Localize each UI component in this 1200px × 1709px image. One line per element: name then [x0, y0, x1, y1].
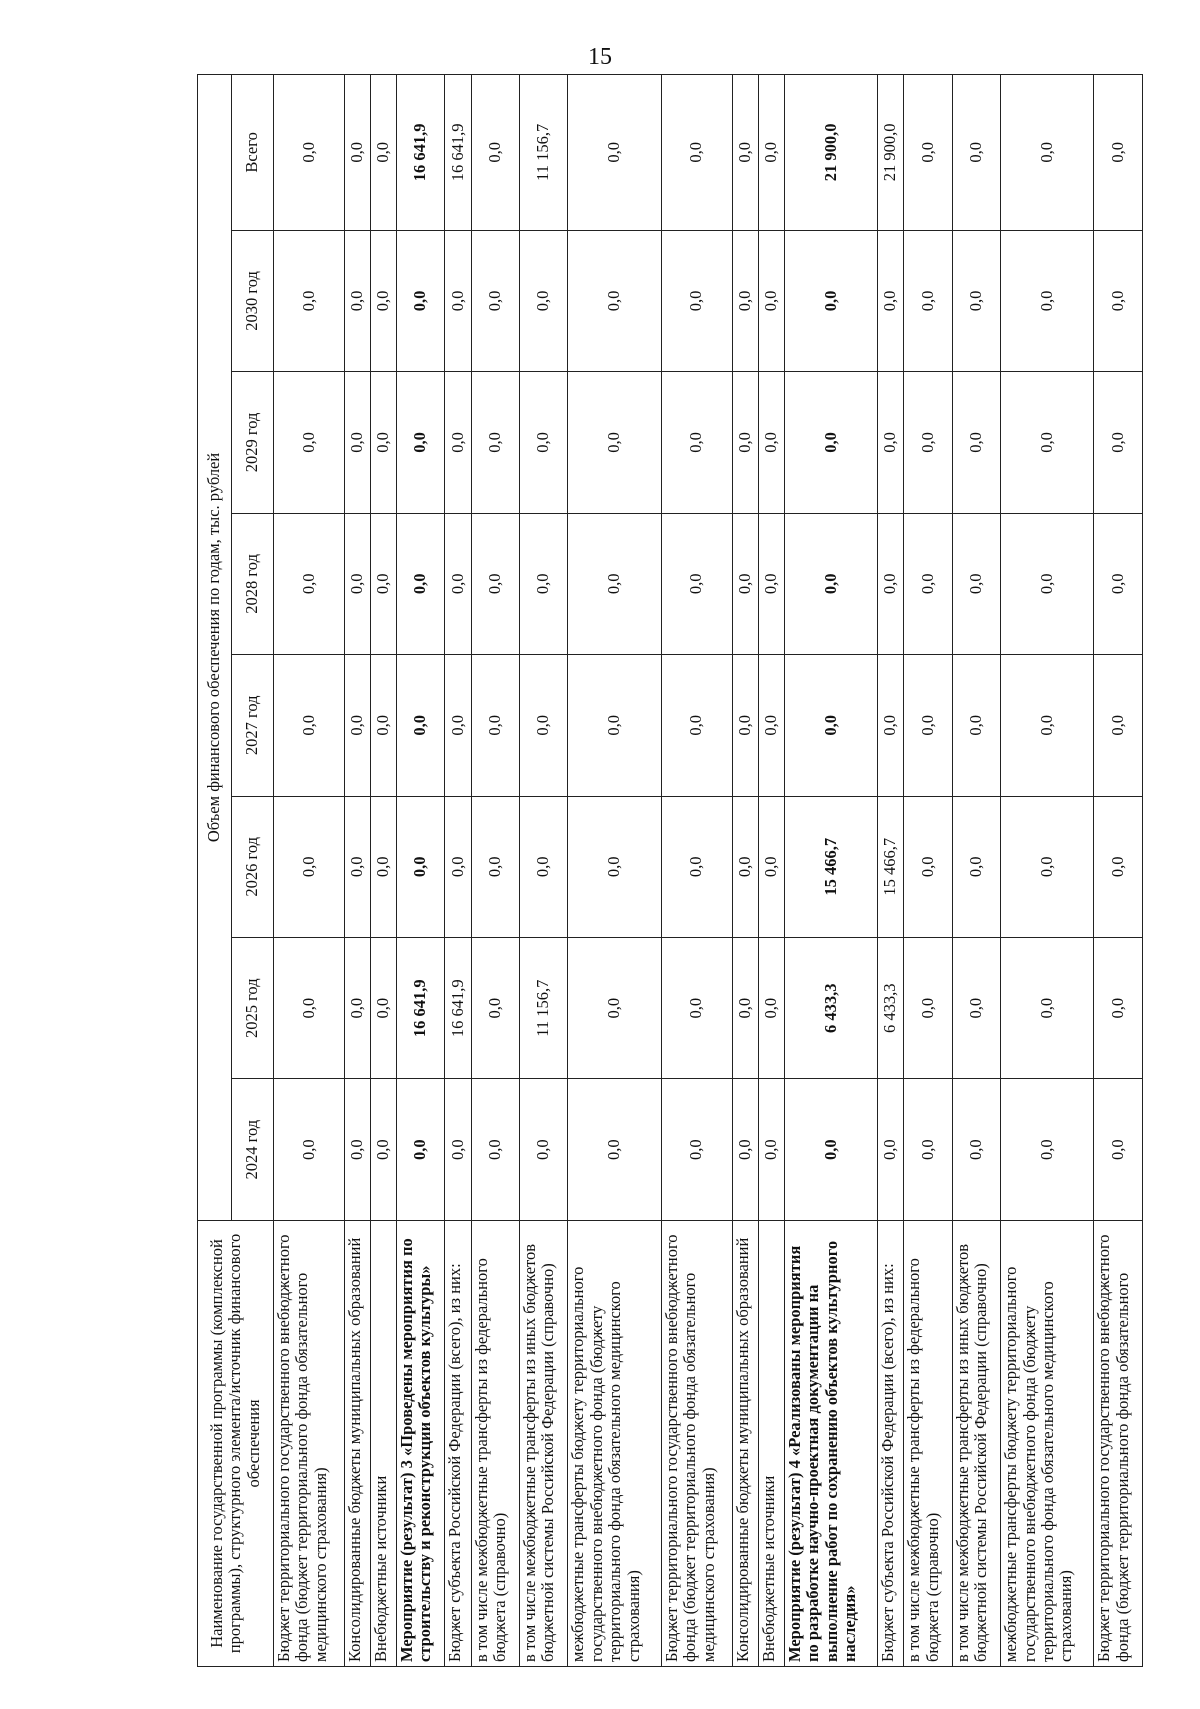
row-value-cell: 0,0	[758, 230, 784, 371]
row-value-cell: 0,0	[661, 1079, 732, 1220]
row-name-cell: Консолидированные бюджеты муниципальных образований	[732, 1220, 758, 1666]
table-row	[732, 75, 758, 1667]
row-value-cell: 0,0	[661, 513, 732, 654]
row-name-cell: в том числе межбюджетные трансферты из федерального бюджета (справочно)	[904, 1220, 952, 1666]
row-value-cell: 15 466,7	[784, 796, 877, 937]
row-total-cell: 0,0	[1094, 75, 1143, 231]
row-name-cell: Бюджет территориального государственного внебюджетного фонда (бюджет территориального фонда обязательного медицинского страхования)	[661, 1220, 732, 1666]
row-total-cell: 0,0	[471, 75, 519, 231]
row-value-cell: 0,0	[471, 372, 519, 513]
row-value-cell: 0,0	[784, 230, 877, 371]
row-value-cell: 0,0	[568, 937, 661, 1078]
row-value-cell: 6 433,3	[878, 937, 904, 1078]
row-value-cell: 0,0	[370, 655, 396, 796]
table-row	[568, 75, 661, 1667]
row-value-cell: 0,0	[732, 937, 758, 1078]
row-value-cell: 0,0	[519, 796, 567, 937]
row-name-cell: Мероприятие (результат) 3 «Проведены мероприятия по строительству и реконструкции объектов культуры»	[396, 1220, 444, 1666]
row-value-cell: 0,0	[471, 937, 519, 1078]
row-name-cell: Мероприятие (результат) 4 «Реализованы мероприятия по разработке научно-проектная документации на выполнение работ по сохранению объектов культурного наследия»	[784, 1220, 877, 1666]
table-row	[471, 75, 519, 1667]
table-body	[274, 75, 1143, 1667]
row-value-cell: 0,0	[370, 513, 396, 654]
row-value-cell: 0,0	[1001, 655, 1094, 796]
row-total-cell: 0,0	[344, 75, 370, 231]
row-value-cell: 0,0	[661, 655, 732, 796]
row-total-cell: 0,0	[568, 75, 661, 231]
row-value-cell: 0,0	[758, 372, 784, 513]
row-value-cell: 0,0	[370, 937, 396, 1078]
row-name-cell: межбюджетные трансферты бюджету территориального государственного внебюджетного фонда (бюджету территориального фонда обязательного медицинского страхования)	[568, 1220, 661, 1666]
row-value-cell: 0,0	[732, 230, 758, 371]
table-row	[952, 75, 1000, 1667]
row-value-cell: 0,0	[878, 230, 904, 371]
header-year: 2025 год	[232, 937, 274, 1078]
row-value-cell: 0,0	[661, 230, 732, 371]
row-value-cell: 0,0	[784, 372, 877, 513]
row-name-cell: Бюджет территориального государственного внебюджетного фонда (бюджет территориального фонда обязательного медицинского страхования)	[274, 1220, 345, 1666]
row-total-cell: 21 900,0	[878, 75, 904, 231]
row-value-cell: 0,0	[445, 513, 471, 654]
row-value-cell: 0,0	[274, 796, 345, 937]
row-value-cell: 0,0	[758, 1079, 784, 1220]
row-value-cell: 0,0	[1094, 796, 1143, 937]
row-total-cell: 0,0	[1001, 75, 1094, 231]
row-value-cell: 0,0	[661, 372, 732, 513]
row-value-cell: 0,0	[784, 655, 877, 796]
row-name-cell: Внебюджетные источники	[370, 1220, 396, 1666]
row-name-cell: в том числе межбюджетные трансферты из иных бюджетов бюджетной системы Российской Федерации (справочно)	[519, 1220, 567, 1666]
table-row	[274, 75, 345, 1667]
row-value-cell: 0,0	[661, 796, 732, 937]
rotated-table-container	[197, 74, 1143, 1667]
row-value-cell: 0,0	[1094, 1079, 1143, 1220]
row-value-cell: 0,0	[396, 230, 444, 371]
table-row	[904, 75, 952, 1667]
header-year: 2027 год	[232, 655, 274, 796]
row-value-cell: 0,0	[519, 513, 567, 654]
row-value-cell: 0,0	[370, 796, 396, 937]
row-value-cell: 16 641,9	[396, 937, 444, 1078]
row-value-cell: 0,0	[904, 796, 952, 937]
row-total-cell: 0,0	[274, 75, 345, 231]
row-value-cell: 0,0	[370, 1079, 396, 1220]
document-page	[197, 74, 1143, 1667]
row-value-cell: 11 156,7	[519, 937, 567, 1078]
row-name-cell: Бюджет субъекта Российской Федерации (всего), из них:	[878, 1220, 904, 1666]
row-value-cell: 0,0	[952, 796, 1000, 937]
row-value-cell: 0,0	[952, 230, 1000, 371]
row-value-cell: 0,0	[471, 655, 519, 796]
row-value-cell: 0,0	[344, 655, 370, 796]
row-value-cell: 0,0	[370, 372, 396, 513]
row-value-cell: 16 641,9	[445, 937, 471, 1078]
row-value-cell: 0,0	[519, 1079, 567, 1220]
row-value-cell: 0,0	[274, 372, 345, 513]
header-year: 2024 год	[232, 1079, 274, 1220]
header-total: Всего	[232, 75, 274, 231]
row-value-cell: 0,0	[568, 513, 661, 654]
table-row	[1094, 75, 1143, 1667]
row-value-cell: 0,0	[758, 655, 784, 796]
row-value-cell: 0,0	[1094, 655, 1143, 796]
row-value-cell: 0,0	[1094, 230, 1143, 371]
table-row	[519, 75, 567, 1667]
row-value-cell: 0,0	[519, 230, 567, 371]
row-total-cell: 0,0	[370, 75, 396, 231]
row-value-cell: 0,0	[952, 655, 1000, 796]
row-value-cell: 0,0	[568, 655, 661, 796]
financing-table	[197, 74, 1143, 1667]
row-value-cell: 0,0	[878, 513, 904, 654]
row-value-cell: 0,0	[952, 372, 1000, 513]
row-total-cell: 0,0	[732, 75, 758, 231]
row-value-cell: 0,0	[1001, 796, 1094, 937]
row-total-cell: 0,0	[661, 75, 732, 231]
row-total-cell: 0,0	[952, 75, 1000, 231]
row-value-cell: 15 466,7	[878, 796, 904, 937]
row-value-cell: 0,0	[344, 1079, 370, 1220]
row-value-cell: 0,0	[445, 655, 471, 796]
table-row-measure	[784, 75, 877, 1667]
row-name-cell: в том числе межбюджетные трансферты из федерального бюджета (справочно)	[471, 1220, 519, 1666]
table-row	[344, 75, 370, 1667]
row-value-cell: 0,0	[274, 937, 345, 1078]
row-value-cell: 0,0	[471, 796, 519, 937]
row-value-cell: 0,0	[904, 513, 952, 654]
header-year: 2029 год	[232, 372, 274, 513]
row-value-cell: 0,0	[471, 513, 519, 654]
row-value-cell: 0,0	[1001, 1079, 1094, 1220]
row-value-cell: 0,0	[568, 796, 661, 937]
row-value-cell: 0,0	[396, 513, 444, 654]
row-value-cell: 0,0	[519, 655, 567, 796]
row-value-cell: 0,0	[952, 1079, 1000, 1220]
row-value-cell: 6 433,3	[784, 937, 877, 1078]
header-name-column: Наименование государственной программы (комплексной программы), структурного элемента/источник финансового обеспечения	[198, 1220, 274, 1666]
row-value-cell: 0,0	[344, 937, 370, 1078]
row-value-cell: 0,0	[519, 372, 567, 513]
row-value-cell: 0,0	[784, 513, 877, 654]
row-value-cell: 0,0	[732, 655, 758, 796]
row-value-cell: 0,0	[1001, 513, 1094, 654]
row-value-cell: 0,0	[274, 1079, 345, 1220]
row-total-cell: 21 900,0	[784, 75, 877, 231]
row-value-cell: 0,0	[732, 513, 758, 654]
row-value-cell: 0,0	[878, 372, 904, 513]
row-value-cell: 0,0	[904, 655, 952, 796]
row-value-cell: 0,0	[274, 655, 345, 796]
row-name-cell: Бюджет территориального государственного внебюджетного фонда (бюджет территориального фонда обязательного	[1094, 1220, 1143, 1666]
row-value-cell: 0,0	[904, 937, 952, 1078]
row-value-cell: 0,0	[952, 513, 1000, 654]
row-total-cell: 0,0	[758, 75, 784, 231]
header-financing-group: Объем финансового обеспечения по годам, тыс. рублей	[198, 75, 232, 1221]
row-value-cell: 0,0	[396, 796, 444, 937]
header-year: 2030 год	[232, 230, 274, 371]
row-value-cell: 0,0	[1001, 937, 1094, 1078]
row-value-cell: 0,0	[274, 230, 345, 371]
row-value-cell: 0,0	[274, 513, 345, 654]
table-row	[1001, 75, 1094, 1667]
row-value-cell: 0,0	[904, 1079, 952, 1220]
row-total-cell: 16 641,9	[396, 75, 444, 231]
row-value-cell: 0,0	[396, 1079, 444, 1220]
row-value-cell: 0,0	[878, 655, 904, 796]
row-value-cell: 0,0	[344, 372, 370, 513]
header-year: 2028 год	[232, 513, 274, 654]
row-value-cell: 0,0	[1094, 513, 1143, 654]
row-value-cell: 0,0	[396, 372, 444, 513]
row-value-cell: 0,0	[1094, 937, 1143, 1078]
row-value-cell: 0,0	[732, 1079, 758, 1220]
row-value-cell: 0,0	[661, 937, 732, 1078]
row-value-cell: 0,0	[1001, 372, 1094, 513]
row-name-cell: Внебюджетные источники	[758, 1220, 784, 1666]
row-name-cell: межбюджетные трансферты бюджету территориального государственного внебюджетного фонда (бюджету территориального фонда обязательного медицинского страхования)	[1001, 1220, 1094, 1666]
row-total-cell: 16 641,9	[445, 75, 471, 231]
row-value-cell: 0,0	[471, 230, 519, 371]
page-number: 15	[588, 44, 612, 70]
row-value-cell: 0,0	[344, 513, 370, 654]
row-value-cell: 0,0	[904, 230, 952, 371]
row-value-cell: 0,0	[904, 372, 952, 513]
table-row-measure	[396, 75, 444, 1667]
row-value-cell: 0,0	[952, 937, 1000, 1078]
row-value-cell: 0,0	[445, 796, 471, 937]
row-value-cell: 0,0	[445, 1079, 471, 1220]
row-value-cell: 0,0	[1094, 372, 1143, 513]
row-value-cell: 0,0	[370, 230, 396, 371]
row-value-cell: 0,0	[568, 1079, 661, 1220]
row-total-cell: 0,0	[904, 75, 952, 231]
row-value-cell: 0,0	[344, 796, 370, 937]
row-value-cell: 0,0	[732, 796, 758, 937]
row-value-cell: 0,0	[1001, 230, 1094, 371]
row-value-cell: 0,0	[396, 655, 444, 796]
table-row	[758, 75, 784, 1667]
row-value-cell: 0,0	[732, 372, 758, 513]
row-value-cell: 0,0	[758, 513, 784, 654]
row-name-cell: в том числе межбюджетные трансферты из иных бюджетов бюджетной системы Российской Федерации (справочно)	[952, 1220, 1000, 1666]
table-row	[661, 75, 732, 1667]
row-value-cell: 0,0	[445, 230, 471, 371]
table-row	[445, 75, 471, 1667]
row-name-cell: Консолидированные бюджеты муниципальных образований	[344, 1220, 370, 1666]
row-value-cell: 0,0	[445, 372, 471, 513]
row-value-cell: 0,0	[878, 1079, 904, 1220]
table-row	[878, 75, 904, 1667]
row-name-cell: Бюджет субъекта Российской Федерации (всего), из них:	[445, 1220, 471, 1666]
row-value-cell: 0,0	[471, 1079, 519, 1220]
row-total-cell: 11 156,7	[519, 75, 567, 231]
header-year: 2026 год	[232, 796, 274, 937]
table-row	[370, 75, 396, 1667]
row-value-cell: 0,0	[568, 372, 661, 513]
row-value-cell: 0,0	[568, 230, 661, 371]
row-value-cell: 0,0	[344, 230, 370, 371]
row-value-cell: 0,0	[758, 796, 784, 937]
row-value-cell: 0,0	[784, 1079, 877, 1220]
row-value-cell: 0,0	[758, 937, 784, 1078]
